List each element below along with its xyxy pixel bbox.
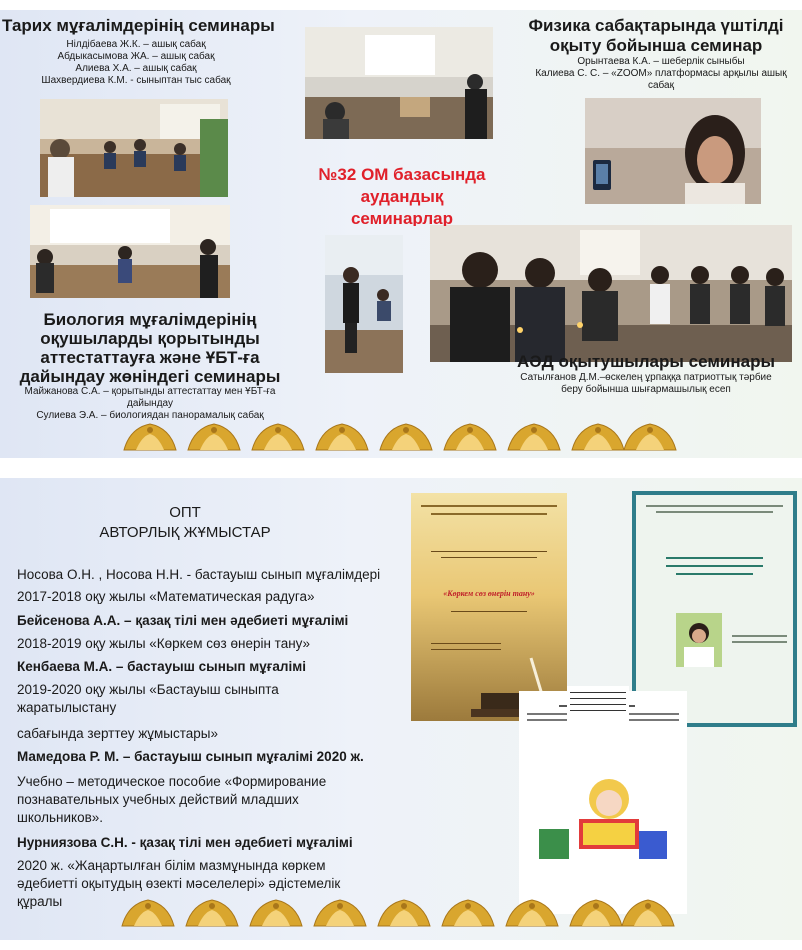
book-cover-title: «Көркем сөз өнерін тану» (443, 589, 535, 598)
history-seminar-line: Абдыкасымова ЖА. – ашық сабақ (57, 51, 215, 62)
biology-seminar-title-line: аттестаттауға және ҰБТ-ға (40, 348, 260, 367)
author-work-line: Мамедова Р. М. – бастауыш сынып мұғалімі 2020 ж. (17, 749, 364, 764)
author-work-line: познавательных учебных действий младших (17, 792, 299, 807)
military-seminar-title: АӘД оқытушылары семинары (517, 352, 775, 371)
author-work-line: Учебно – методическое пособие «Формирование (17, 774, 327, 789)
military-seminar-line: Сатылғанов Д.М.–өскелең ұрпаққа патриоттық тәрбие (520, 372, 772, 383)
biology-seminar-title-line: оқушыларды қорытынды (40, 329, 260, 348)
history-seminar-line: Шахвердиева К.М. - сыныптан тыс сабақ (41, 75, 231, 86)
physics-seminar-title-line: Физика сабақтарында үштілді (528, 16, 784, 35)
gold-ornament (118, 894, 678, 930)
physics-seminar-line: Калиева С. С. – «ZOOM» платформасы арқылы ашық (535, 68, 787, 79)
author-work-line: 2019-2020 оқу жылы «Бастауыш сыныпта (17, 682, 279, 697)
author-work-line: 2017-2018 оқу жылы «Математическая радуга» (17, 589, 315, 604)
gold-ornament (120, 418, 680, 454)
author-work-line: 2020 ж. «Жаңартылған білім мазмұнында көркем (17, 858, 326, 873)
book-cover-methodical (519, 691, 687, 914)
author-work-line: Носова О.Н. , Носова Н.Н. - бастауыш сынып мұғалімдері (17, 567, 381, 582)
biology-seminar-line: Майжанова С.А. – қорытынды аттестаттау мен ҰБТ-ға (24, 386, 276, 397)
student-photo (325, 235, 403, 373)
history-seminar-line: Нілдібаева Ж.К. – ашық сабақ (66, 39, 206, 50)
biology-seminar-line: дайындау (127, 398, 173, 409)
author-work-line: Бейсенова А.А. – қазақ тілі мен әдебиеті мұғалімі (17, 613, 349, 628)
author-work-line: жаратылыстану (17, 700, 117, 715)
biology-seminar-line: Сулиева Э.А. – биологиядан панорамалық сабақ (36, 410, 264, 421)
zoom-lesson-photo (585, 98, 761, 204)
author-work-line: Нурниязова С.Н. - қазақ тілі мен әдебиеті мұғалімі (17, 835, 353, 850)
classroom-photo (40, 99, 228, 197)
candle-seminar-photo (430, 225, 792, 362)
biology-seminar-title-line: дайындау жөніндегі семинары (19, 367, 281, 386)
district-seminars-title: №32 ОМ базасында (318, 165, 486, 184)
opt-header: ОПТ (169, 504, 201, 521)
author-work-line: школьников». (17, 810, 104, 825)
author-work-line: 2018-2019 оқу жылы «Көркем сөз өнерін тану» (17, 636, 311, 651)
author-work-line: сабағында зерттеу жұмыстары» (17, 726, 219, 741)
physics-seminar-line: сабақ (648, 80, 674, 91)
physics-seminar-title-line: оқыту бойынша семинар (549, 36, 763, 55)
author-work-line: әдебиетті оқытудың өзекті мәселелері» әдістемелік (17, 876, 341, 891)
military-seminar-line: беру бойынша шығармашылық есеп (561, 384, 731, 395)
biology-seminar-title-line: Биология мұғалімдерінің (43, 310, 257, 329)
author-work-line: құралы (17, 894, 63, 909)
history-seminar-title: Тарих мұғалімдерінің семинары (2, 16, 275, 35)
book-cover-korkem-soz (411, 493, 567, 721)
authors-works-header: АВТОРЛЫҚ ЖҰМЫСТАР (99, 524, 271, 541)
district-seminars-title: семинарлар (350, 209, 454, 226)
author-work-line: Кенбаева М.А. – бастауыш сынып мұғалімі (17, 659, 306, 674)
author-portrait (676, 613, 722, 667)
book-cover-small-label (567, 686, 629, 724)
history-seminar-line: Алиева Х.А. – ашық сабақ (75, 63, 197, 74)
seminars-slide (0, 10, 802, 458)
authors-works-slide (0, 478, 802, 940)
district-seminars-title: аудандық (360, 187, 444, 206)
seminar-room-photo (305, 27, 493, 139)
physics-seminar-line: Орынтаева К.А. – шеберлік сыныбы (577, 56, 745, 67)
classroom-photo (30, 205, 230, 298)
girl-reading-illustration (539, 769, 669, 859)
